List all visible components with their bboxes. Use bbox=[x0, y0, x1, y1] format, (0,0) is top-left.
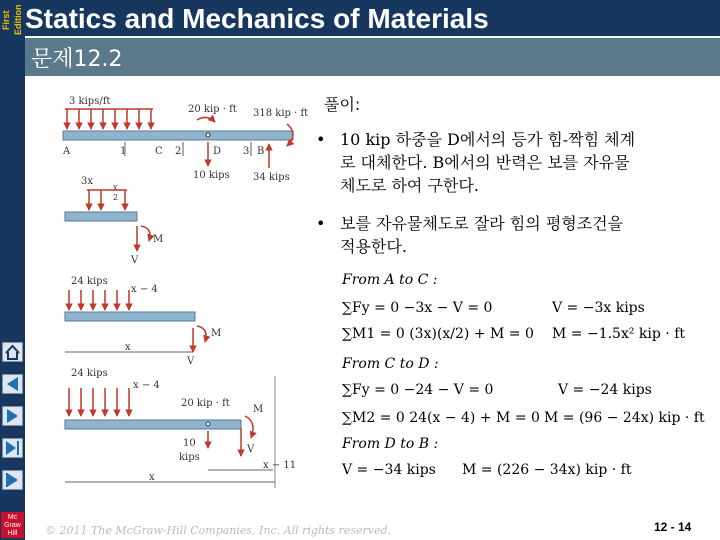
fbd3-x-label: x bbox=[149, 472, 155, 483]
eq-section-c-d: From C to D : bbox=[342, 356, 439, 372]
eq2-left: ∑M1 = 0 (3x)(x/2) + M = 0 bbox=[342, 326, 534, 342]
publisher-logo: Mc Graw Hill bbox=[1, 512, 24, 538]
eq1-right: V = −3x kips bbox=[552, 300, 645, 316]
prev-slide-icon[interactable] bbox=[2, 406, 23, 426]
force-d-label: 10 kips bbox=[193, 170, 230, 181]
main-beam bbox=[63, 131, 293, 140]
eq4-right: M = (96 − 24x) kip · ft bbox=[544, 410, 705, 426]
fbd1-beam bbox=[65, 212, 137, 221]
bullet-2-line-2: 적용한다. bbox=[340, 237, 407, 256]
load-intensity-label: 3 kips/ft bbox=[69, 96, 111, 107]
fbd3-moment-arrow bbox=[245, 416, 253, 438]
home-icon[interactable] bbox=[2, 342, 23, 362]
fbd3-dim2-label: x − 11 bbox=[263, 460, 297, 471]
problem-number: 문제12.2 bbox=[31, 47, 123, 72]
eq3-left: ∑Fy = 0 −24 − V = 0 bbox=[342, 382, 494, 398]
page-number: 12 - 14 bbox=[654, 520, 692, 534]
fbd3-load-arrows bbox=[69, 388, 129, 416]
fbd3-hinge bbox=[206, 422, 210, 426]
eq-section-d-b: From D to B : bbox=[342, 436, 439, 452]
solution-heading: 풀이: bbox=[324, 95, 361, 114]
eq5-right: M = (226 − 34x) kip · ft bbox=[462, 462, 632, 478]
section-2-label: 2 bbox=[175, 146, 182, 157]
fbd1-load-label: 3x bbox=[81, 176, 94, 187]
next-slide-icon[interactable] bbox=[2, 438, 23, 458]
left-sidebar bbox=[0, 0, 25, 540]
point-d-label: D bbox=[213, 146, 222, 157]
couple-d-label: 20 kip · ft bbox=[188, 104, 237, 115]
fbd2-m-label: M bbox=[211, 328, 222, 339]
fbd3-moment-label: 20 kip · ft bbox=[181, 398, 230, 409]
beam-diagrams bbox=[25, 76, 310, 496]
fbd2-moment-arrow bbox=[197, 326, 206, 342]
page-title: Statics and Mechanics of Materials bbox=[25, 3, 489, 34]
copyright-text: © 2011 The McGraw-Hill Companies, Inc. All rights reserved. bbox=[45, 524, 392, 537]
first-slide-icon[interactable] bbox=[2, 374, 23, 394]
fbd2-beam bbox=[65, 312, 195, 321]
fbd1-den-label: 2 bbox=[113, 193, 119, 202]
fbd3-dim-label: x − 4 bbox=[133, 380, 160, 391]
equilibrium-equations bbox=[340, 268, 720, 486]
fbd2-load-label: 24 kips bbox=[71, 276, 108, 287]
eq5-left: V = −34 kips bbox=[342, 462, 436, 478]
reaction-b-label: 34 kips bbox=[253, 172, 290, 183]
fbd3-m-label: M bbox=[253, 404, 264, 415]
fbd3-load-label: 24 kips bbox=[71, 368, 108, 379]
fbd1-m-label: M bbox=[153, 234, 164, 245]
point-c-label: C bbox=[155, 146, 163, 157]
bullet-1-line-2: 로 대체한다. B에서의 반력은 보를 자유물 bbox=[340, 153, 630, 172]
eq-section-a-c: From A to C : bbox=[342, 272, 438, 288]
fbd3-beam bbox=[65, 420, 241, 429]
fbd3-force-label-b: kips bbox=[179, 452, 200, 463]
fbd1-v-label: V bbox=[131, 255, 139, 266]
fbd2-x-label: x bbox=[125, 342, 131, 353]
reaction-moment-label: 318 kip · ft bbox=[253, 108, 309, 119]
couple-d-arrow bbox=[197, 117, 215, 122]
bullet-1-line-1: 10 kip 하중을 D에서의 등가 힘-짝힘 체계 bbox=[340, 130, 636, 149]
point-b-label: B bbox=[257, 146, 265, 157]
fbd1-half-label: x bbox=[113, 183, 118, 192]
hinge-d bbox=[206, 133, 210, 137]
bullet-2-line-1: 보를 자유물체도로 잘라 힘의 평형조건을 bbox=[340, 214, 624, 233]
section-1-label: 1 bbox=[120, 146, 127, 157]
eq4-left: ∑M2 = 0 24(x − 4) + M = 0 bbox=[342, 410, 540, 426]
subheader-bar bbox=[25, 38, 720, 76]
edition-label: First Edition bbox=[1, 4, 23, 36]
eq1-left: ∑Fy = 0 −3x − V = 0 bbox=[342, 300, 493, 316]
section-3-label: 3 bbox=[243, 146, 250, 157]
fbd1-moment-arrow bbox=[141, 226, 150, 241]
fbd2-load-arrows bbox=[69, 290, 129, 310]
point-a-label: A bbox=[63, 146, 71, 157]
distributed-load-arrows bbox=[65, 109, 153, 129]
eq2-right: M = −1.5x² kip · ft bbox=[552, 326, 685, 342]
fbd2-dim-label: x − 4 bbox=[131, 284, 158, 295]
fbd1-load-arrows bbox=[87, 190, 127, 210]
eq3-right: V = −24 kips bbox=[558, 382, 652, 398]
fbd3-force-label-a: 10 bbox=[183, 438, 196, 449]
header-bar bbox=[25, 0, 720, 36]
last-slide-icon[interactable] bbox=[2, 470, 23, 490]
fbd3-v-label: V bbox=[247, 444, 255, 455]
fbd2-v-label: V bbox=[187, 356, 195, 367]
bullet-1-line-3: 체도로 하여 구한다. bbox=[340, 176, 479, 195]
